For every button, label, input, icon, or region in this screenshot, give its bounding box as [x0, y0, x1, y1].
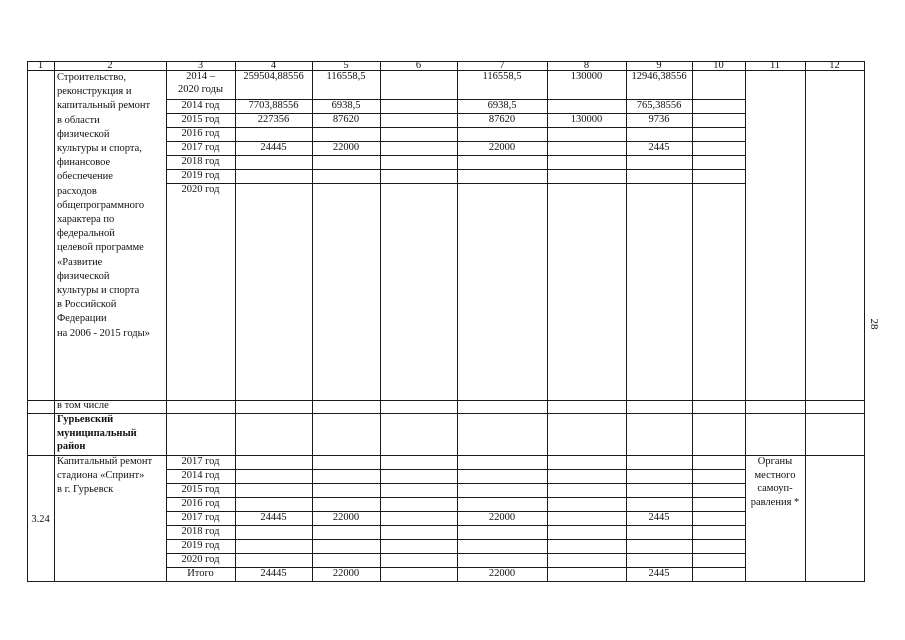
value-col4: 259504,88556: [243, 71, 304, 82]
column-header-11: 11: [769, 60, 781, 71]
value-col8: 130000: [570, 71, 603, 82]
district-name-line: Гурьевский: [57, 414, 114, 425]
column-header-10: 10: [713, 60, 724, 71]
column-header-7: 7: [499, 60, 505, 71]
value-col5: 22000: [332, 142, 360, 153]
column-header-4: 4: [270, 60, 277, 71]
value-col5: 116558,5: [326, 71, 366, 82]
page-number: 28: [868, 318, 880, 330]
district-name-line: муниципальный: [57, 427, 137, 439]
value-col7: 22000: [488, 568, 516, 579]
period-cell: 2015 год: [181, 114, 220, 125]
block2-row-rule: [166, 525, 746, 526]
period-cell: 2017 год: [181, 142, 220, 153]
value-col7: 87620: [488, 114, 516, 125]
period-cell: 2014 год: [181, 100, 220, 111]
program-name-line: Строительство,: [57, 72, 126, 83]
row-rule: [27, 400, 865, 401]
executor-line: Органы: [757, 456, 793, 467]
value-col5: 22000: [332, 568, 360, 579]
block2-row-rule: [166, 497, 746, 498]
value-col9: 2445: [648, 568, 670, 579]
block2-row-rule: [166, 553, 746, 554]
period-cell: 2020 год: [181, 184, 220, 195]
period-cell: 2014 –: [186, 71, 215, 82]
column-rule-2: [166, 61, 167, 582]
program-name-line: Федерации: [57, 313, 107, 325]
object-name-line: в г. Гурьевск: [57, 484, 114, 495]
value-col9: 2445: [648, 512, 670, 523]
block1-row-rule: [166, 169, 746, 170]
column-rule-12: [864, 61, 865, 582]
program-name-line: на 2006 - 2015 годы»: [57, 327, 150, 339]
program-name-line: культуры и спорта: [57, 285, 140, 296]
value-col4: 24445: [260, 142, 287, 153]
column-header-9: 9: [656, 60, 662, 71]
period-cell: 2019 год: [181, 170, 220, 181]
period-cell: 2017 год: [181, 512, 220, 523]
value-col5: 87620: [332, 114, 360, 125]
program-name-line: целевой программе: [57, 242, 144, 254]
program-name-line: культуры и спорта,: [57, 143, 142, 154]
table-bottom-border: [27, 581, 865, 582]
row-rule: [27, 413, 865, 414]
period-cell: 2016 год: [181, 128, 220, 139]
value-col5: 22000: [332, 512, 360, 523]
block1-row-rule: [166, 127, 746, 128]
program-name-line: расходов: [57, 185, 97, 197]
value-col9: 2445: [648, 142, 670, 153]
period-cell: 2016 год: [181, 498, 220, 509]
district-name-line: район: [57, 441, 86, 452]
executor-line: равления *: [750, 496, 800, 508]
executor-line: местного: [754, 469, 796, 481]
column-header-3: 3: [197, 60, 204, 71]
column-rule-7: [547, 61, 548, 582]
column-header-5: 5: [343, 60, 349, 71]
period-cell: 2017 год: [181, 456, 220, 467]
column-header-6: 6: [415, 60, 422, 71]
program-name-line: «Развитие: [57, 256, 103, 268]
column-rule-8: [626, 61, 627, 582]
row-rule: [27, 455, 865, 456]
program-name-line: общепрограммного: [57, 199, 145, 211]
block2-row-rule: [166, 539, 746, 540]
value-col9: 9736: [648, 114, 670, 125]
block2-row-rule: [166, 483, 746, 484]
column-rule-11: [805, 61, 806, 582]
block2-row-rule: [166, 469, 746, 470]
program-name-line: финансовое: [57, 157, 111, 169]
value-col9: 12946,38556: [631, 71, 687, 82]
program-name-line: федеральной: [57, 228, 115, 240]
program-name-line: в Российской: [57, 299, 117, 311]
value-col7: 116558,5: [482, 71, 522, 82]
block1-row-rule: [166, 155, 746, 156]
value-col7: 6938,5: [487, 100, 517, 111]
column-header-12: 12: [829, 60, 840, 71]
value-col7: 22000: [488, 142, 516, 153]
object-name-line: стадиона «Спринт»: [57, 470, 145, 481]
program-name-line: реконструкция и: [57, 86, 132, 98]
period-cell: Итого: [187, 568, 214, 579]
column-rule-9: [692, 61, 693, 582]
value-col7: 22000: [488, 512, 516, 523]
column-rule-0: [27, 61, 28, 582]
program-name-line: физической: [57, 128, 110, 140]
program-name-line: характера по: [57, 214, 115, 225]
period-cell: 2020 год: [181, 554, 220, 565]
value-col4: 24445: [260, 568, 287, 579]
column-rule-1: [54, 61, 55, 582]
period-cell: 2018 год: [181, 156, 220, 167]
column-rule-3: [235, 61, 236, 582]
program-name-line: обеспечение: [57, 171, 113, 183]
executor-line: самоуп-: [757, 483, 793, 494]
value-col8: 130000: [570, 114, 603, 125]
period-cell: 2019 год: [181, 540, 220, 551]
value-col9: 765,38556: [636, 100, 682, 111]
value-col4: 24445: [260, 512, 287, 523]
period-cell: 2020 годы: [177, 84, 223, 95]
value-col5: 6938,5: [331, 100, 361, 111]
column-header-8: 8: [583, 60, 590, 71]
column-header-2: 2: [107, 60, 113, 71]
item-number: 3.24: [31, 514, 50, 525]
object-name-line: Капитальный ремонт: [57, 456, 153, 467]
block1-row-rule: [166, 183, 746, 184]
program-name-line: капитальный ремонт: [57, 100, 151, 112]
value-col4: 7703,88556: [248, 100, 299, 111]
program-name-line: в области: [57, 114, 100, 126]
value-col4: 227356: [257, 114, 290, 125]
period-cell: 2018 год: [181, 526, 220, 537]
column-rule-5: [380, 61, 381, 582]
column-rule-6: [457, 61, 458, 582]
program-name-line: физической: [57, 270, 110, 282]
column-rule-10: [745, 61, 746, 582]
column-header-1: 1: [37, 60, 44, 71]
column-rule-4: [312, 61, 313, 582]
period-cell: 2015 год: [181, 484, 220, 495]
period-cell: 2014 год: [181, 470, 220, 481]
including-label: в том числе: [57, 400, 109, 411]
